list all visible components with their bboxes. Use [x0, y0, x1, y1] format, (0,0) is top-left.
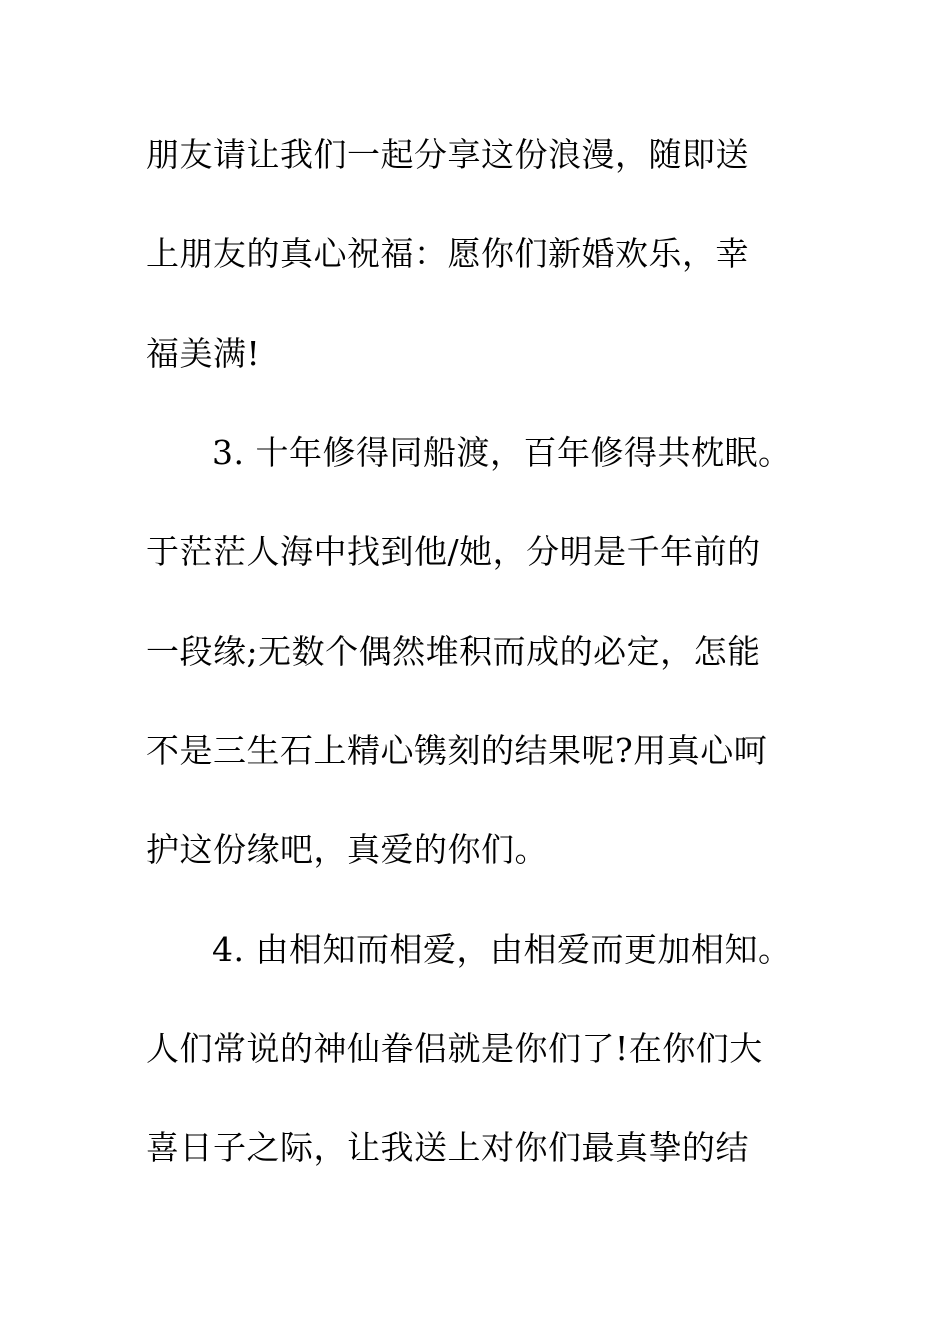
list-item-4: 4. 由相知而相爱，由相爱而更加相知。: [212, 930, 792, 969]
text-line: 人们常说的神仙眷侣就是你们了!在你们大: [146, 1029, 763, 1068]
text-line: 上朋友的真心祝福：愿你们新婚欢乐，幸: [146, 234, 749, 273]
text-line: 福美满!: [146, 334, 261, 373]
text-line: 朋友请让我们一起分享这份浪漫，随即送: [146, 135, 749, 174]
text-line: 护这份缘吧，真爱的你们。: [146, 830, 548, 869]
text-line: 于茫茫人海中找到他/她，分明是千年前的: [146, 532, 761, 571]
text-line: 一段缘;无数个偶然堆积而成的必定，怎能: [146, 632, 761, 671]
list-item-3: 3. 十年修得同船渡，百年修得共枕眠。: [212, 433, 792, 472]
text-line: 不是三生石上精心镌刻的结果呢?用真心呵: [146, 731, 768, 770]
text-line: 喜日子之际，让我送上对你们最真挚的结: [146, 1128, 749, 1167]
